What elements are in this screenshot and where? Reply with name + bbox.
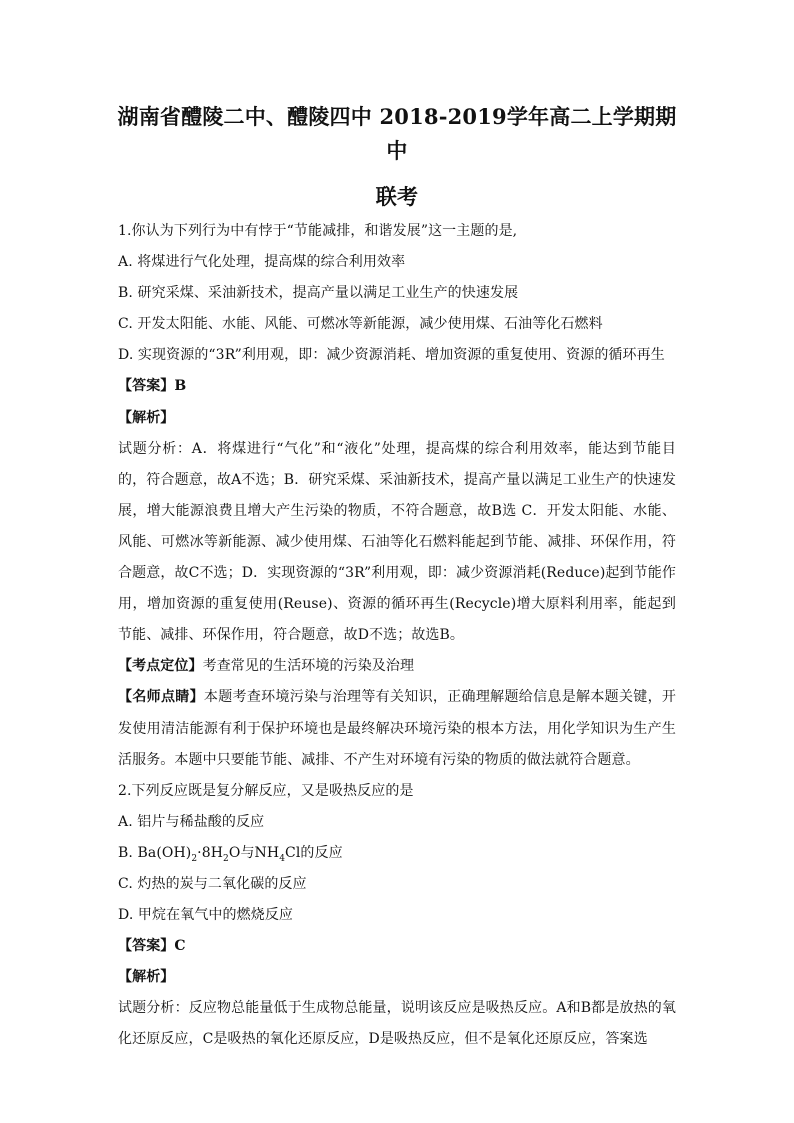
q2-option-c: C. 灼热的炭与二氧化碳的反应 [118,875,307,892]
document-title [108,100,686,214]
q1-mingshi-label: 【名师点睛】 [118,689,204,706]
q2-answer: 【答案】C [118,938,186,955]
title-line-2: 联考 [375,184,419,209]
q1-option-b: B. 研究采煤、采油新技术，提高产量以满足工业生产的快速发展 [118,285,519,302]
q2-analysis-label: 【解析】 [118,969,175,986]
q1-option-d: D. 实现资源的“3R”利用观，即：减少资源消耗、增加资源的重复使用、资源的循环再生 [118,347,665,364]
title-line-1: 湖南省醴陵二中、醴陵四中 2018-2019学年高二上学期期中 [117,104,677,163]
q1-mingshi [118,682,676,775]
q1-mingshi-text: 本题考查环境污染与治理等有关知识，正确理解题给信息是解本题关键，开发使用清洁能源有利于保护环境也是最终解决环境污染的根本方法，用化学知识为生产生活服务。本题中只要能节能、减排、不产生对环境有污染的物质的做法就符合题意。 [118,689,676,768]
q2-option-b-sub: 4 [279,853,286,864]
q1-option-a: A. 将煤进行气化处理，提高煤的综合利用效率 [118,254,406,271]
q1-answer: 【答案】B [118,378,187,395]
q2-option-b-part: B. Ba(OH) [118,844,192,861]
q1-kaodian [118,651,676,682]
q2-option-d: D. 甲烷在氧气中的燃烧反应 [118,907,294,924]
q2-stem: 2.下列反应既是复分解反应，又是吸热反应的是 [118,782,414,799]
q2-option-b [118,838,676,869]
q1-analysis-label: 【解析】 [118,409,175,426]
q1-kaodian-text: 考查常见的生活环境的污染及治理 [202,658,415,675]
q2-option-a: A. 铝片与稀盐酸的反应 [118,813,265,830]
q2-analysis-text: 试题分析：反应物总能量低于生成物总能量，说明该反应是吸热反应。A和B都是放热的氧化还原反应，C是吸热的氧化还原反应，D是吸热反应，但不是氧化还原反应，答案选 [118,1000,676,1048]
q2-option-b-part: ·8H [197,844,224,861]
document-page [118,100,676,1056]
q2-option-b-sub: 2 [223,853,229,864]
q1-kaodian-label: 【考点定位】 [118,658,203,675]
q2-option-b-sub: 2 [191,853,198,864]
q2-option-b-part: Cl的反应 [285,844,343,861]
q1-stem: 1.你认为下列行为中有悖于“节能减排，和谐发展”这一主题的是, [118,223,518,239]
q1-option-c: C. 开发太阳能、水能、风能、可燃冰等新能源，减少使用煤、石油等化石燃料 [118,316,603,333]
q2-option-b-part: O与NH [228,844,280,861]
q1-analysis-text: 试题分析：A．将煤进行“气化”和“液化”处理，提高煤的综合利用效率，能达到节能目的，符合题意，故A不选；B．研究采煤、采油新技术，提高产量以满足工业生产的快速发展，增大能源浪费且增大产生污染的物质，不符合题意，故B选 C．开发太阳能、水能、风能、可燃冰等新能源、减少使用煤、石油等化石燃料能起到节能、减排、环保作用，符合题意，故C不选；D．实现资源的“3R”利用观，即：减少资源消耗(Reduce)起到节能作用，增加资源的重复使用(Reuse)、资源的循环再生(Recycle)增大原料利用率，能起到节能、减排、环保作用，符合题意，故D不选；故选B。 [118,440,676,644]
